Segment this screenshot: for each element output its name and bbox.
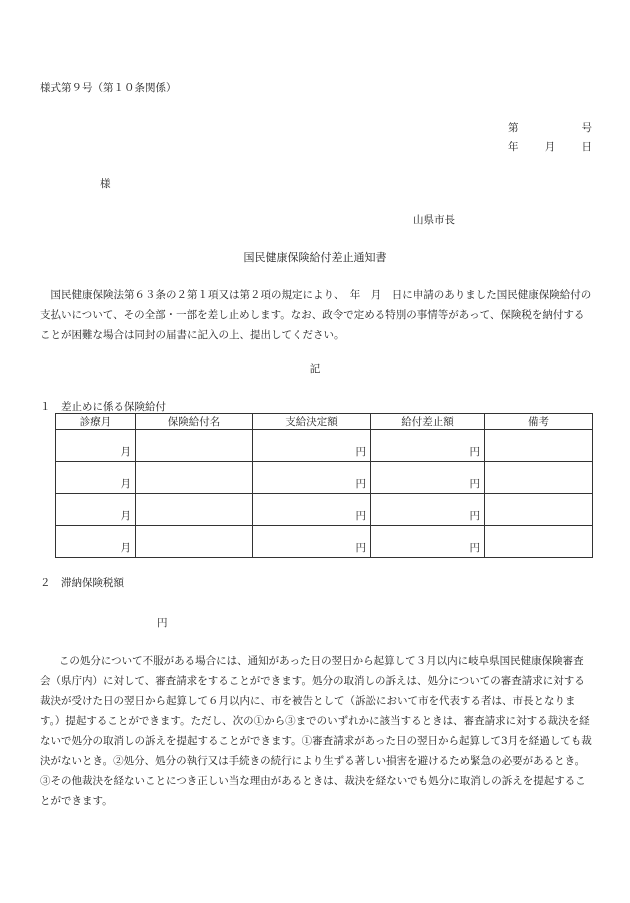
cell-decided-amount: 円 [253, 462, 371, 494]
cell-benefit-name [136, 494, 253, 526]
date-month: 月 [544, 141, 556, 153]
ki-heading: 記 [309, 363, 321, 375]
document-number-suffix: 号 [581, 122, 592, 134]
cell-withheld-amount: 円 [371, 526, 485, 558]
cell-note [485, 526, 593, 558]
date-year: 年 [508, 141, 519, 153]
column-header: 診療月 [56, 414, 136, 430]
table-row [56, 462, 593, 494]
cell-note [485, 430, 593, 462]
cell-note [485, 494, 593, 526]
column-header: 給付差止額 [371, 414, 485, 430]
cell-benefit-name [136, 462, 253, 494]
cell-decided-amount: 円 [253, 430, 371, 462]
cell-benefit-name [136, 526, 253, 558]
date-day: 日 [581, 141, 592, 153]
cell-note [485, 462, 593, 494]
document-number [508, 120, 592, 135]
cell-withheld-amount: 円 [371, 494, 485, 526]
sender: 山県市長 [413, 214, 455, 226]
column-header: 備考 [485, 414, 593, 430]
table-row [56, 430, 593, 462]
document-number-prefix: 第 [508, 122, 519, 134]
cell-month: 月 [56, 494, 136, 526]
cell-benefit-name [136, 430, 253, 462]
cell-decided-amount: 円 [253, 494, 371, 526]
cell-withheld-amount: 円 [371, 462, 485, 494]
document-date [508, 139, 592, 154]
document-title: 国民健康保険給付差止通知書 [243, 251, 387, 264]
cell-month: 月 [56, 462, 136, 494]
column-header: 支給決定額 [253, 414, 371, 430]
table-row [56, 526, 593, 558]
intro-paragraph: 国民健康保険法第６３条の２第１項又は第２項の規定により、 年 月 日に申請のありました国民健康保険給付の支払いについて、その全部・一部を差し止めします。なお、政令で定める特別の事情等があって、保険税を納付することが困難な場合は同封の届書に記入の上、提出してください。 [40, 289, 592, 341]
column-header: 保険給付名 [136, 414, 253, 430]
appeal-notice: この処分について不服がある場合には、通知があった日の翌日から起算して３月以内に岐阜県国民健康保険審査会（県庁内）に対して、審査請求をすることができます。処分の取消しの訴えは、処分についての審査請求に対する裁決が受けた日の翌日から起算して６月以内に、市を被告として（訴訟において市を代表する者は、市長となります。）提起することができます。ただし、次の①から③までのいずれかに該当するときは、審査請求に対する裁決を経ないで処分の取消しの訴えを提起することができます。①審査請求があった日の翌日から起算して3月を経過しても裁決がないとき。②処分、処分の執行又は手続きの続行により生ずる著しい損害を避けるため緊急の必要があるとき。③その他裁決を経ないことにつき正しい当な理由があるときは、裁決を経ないでも処分に取消しの訴えを提起することができます。 [40, 655, 592, 807]
cell-decided-amount: 円 [253, 526, 371, 558]
cell-withheld-amount: 円 [371, 430, 485, 462]
table-row [56, 494, 593, 526]
form-number: 様式第９号（第１０条関係） [40, 82, 177, 94]
arrears-amount: 円 [157, 617, 168, 629]
section1-heading: １ 差止めに係る保険給付 [40, 401, 166, 413]
addressee: 様 [100, 178, 111, 190]
cell-month: 月 [56, 430, 136, 462]
table-header-row [56, 414, 593, 430]
cell-month: 月 [56, 526, 136, 558]
benefits-table [55, 413, 593, 558]
section2-heading: ２ 滞納保険税額 [40, 577, 124, 589]
